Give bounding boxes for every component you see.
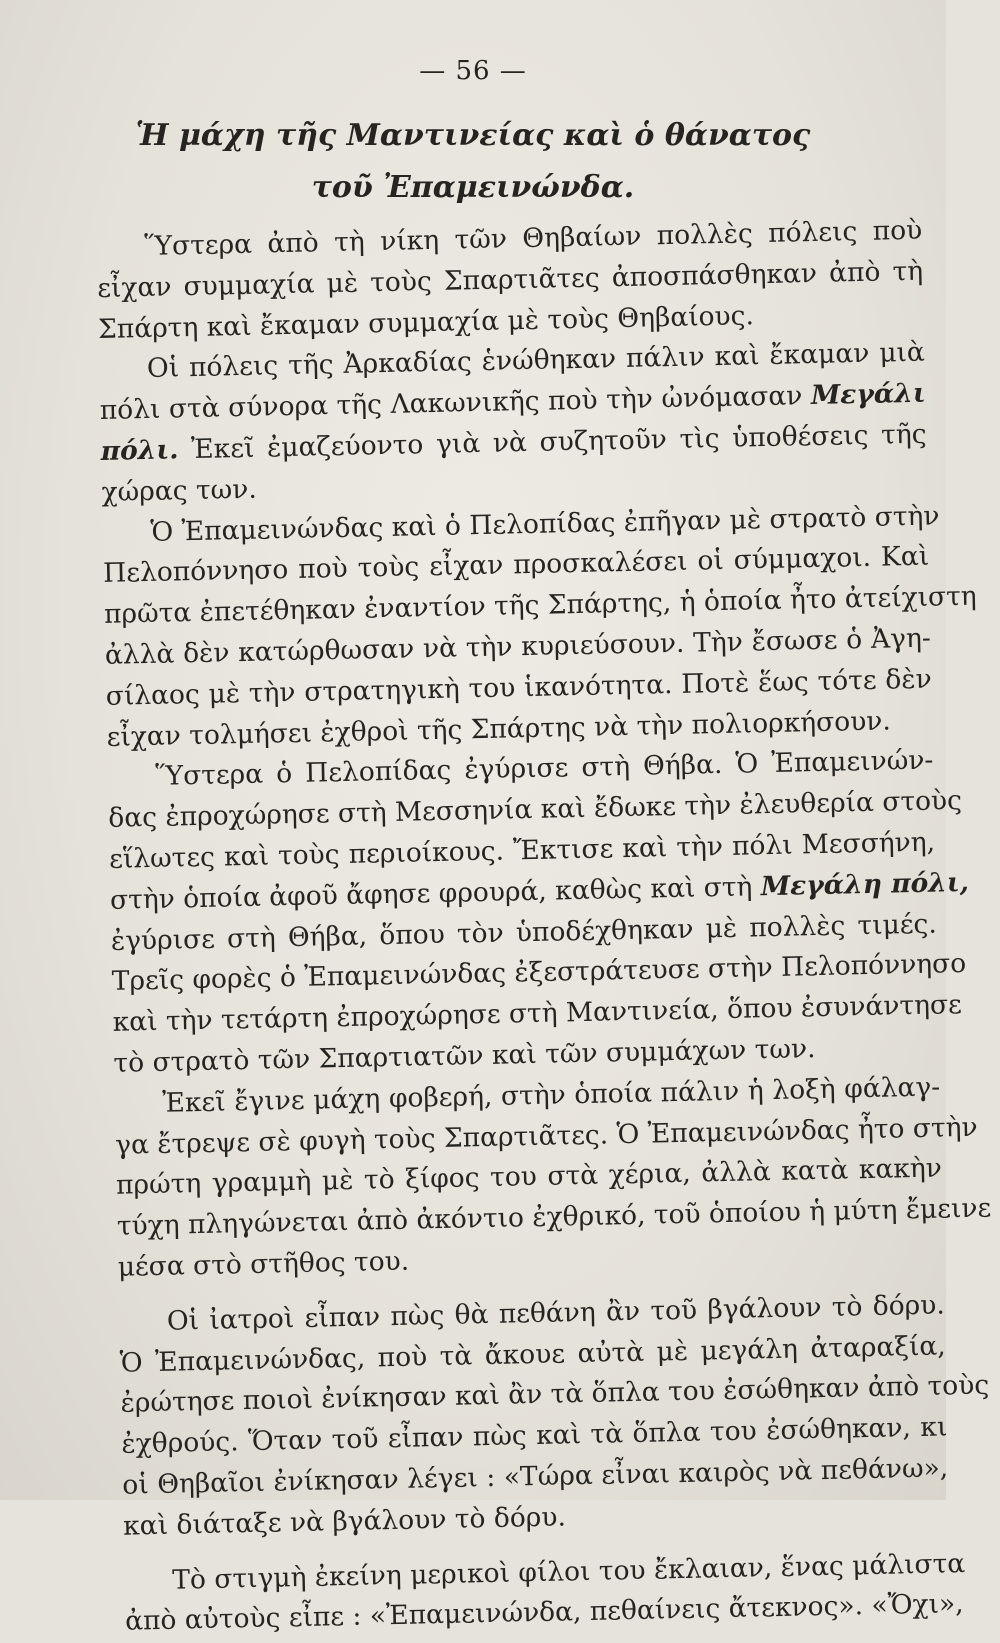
text-line: καὶ διάταξε νὰ βγάλουν τὸ δόρυ. xyxy=(122,1501,567,1542)
text-line: πρῶτα ἐπετέθηκαν ἐναντίον τῆς Σπάρτης, ἡ ὁποία ἦτο ἀτείχιστη xyxy=(103,580,977,631)
emphasized-text: Μεγάλη πόλι, xyxy=(760,866,970,902)
text-line: τὸ στρατὸ τῶν Σπαρτιατῶν καὶ τῶν συμμάχων των. xyxy=(113,1033,816,1079)
text-line: πρώτη γραμμὴ μὲ τὸ ξίφος του στὰ χέρια, ἀλλὰ κατὰ κακὴν xyxy=(115,1152,943,1202)
text-line: Ὕστερα ἀπὸ τὴ νίκη τῶν Θηβαίων πολλὲς πόλεις ποὺ xyxy=(144,214,923,262)
text-line: σίλαος μὲ τὴν στρατηγικὴ του ἱκανότητα. Ποτὲ ἕως τότε δὲν xyxy=(105,663,932,712)
body-text xyxy=(96,211,992,1643)
text-line: Τρεῖς φορὲς ὁ Ἐπαμεινώνδας ἐξεστράτευσε στὴν Πελοπόννησο xyxy=(111,948,967,998)
text-line: χώρας των. xyxy=(101,473,258,508)
text-line: Πελοπόννησο ποὺ τοὺς εἶχαν προσκαλέσει οἱ σύμμαχοι. Καὶ xyxy=(102,541,930,590)
text-line: Ἐκεῖ ἔγινε μάχη φοβερή, στὴν ὁποία πάλιν ἡ λοξὴ φάλαγ- xyxy=(162,1071,941,1119)
text-line: Ὕστερα ὁ Πελοπίδας ἐγύρισε στὴ Θήβα. Ὁ Ἐπαμεινών- xyxy=(155,744,934,793)
chapter-title-line-2: τοῦ Ἐπαμεινώνδα. xyxy=(311,170,635,205)
text-line: ἀπὸ αὐτοὺς εἶπε : «Ἐπαμεινώνδα, πεθαίνεις ἄτεκνος». «Ὄχι», xyxy=(124,1588,964,1637)
text-line: καὶ τὴν τετάρτη ἐπροχώρησε στὴ Μαντινεία, ὅπου ἐσυνάντησε xyxy=(112,989,963,1038)
text-line: γα ἔτρεψε σὲ φυγὴ τοὺς Σπαρτιᾶτες. Ὁ Ἐπαμεινώνδας ἦτο στὴν xyxy=(114,1111,978,1161)
text-line: εἵλωτες καὶ τοὺς περιοίκους. Ἔκτισε καὶ τὴν πόλι Μεσσήνη, xyxy=(108,826,936,875)
text-line: Ὁ Ἐπαμεινώνδας, ποὺ τὰ ἄκουε αὐτὰ μὲ μεγάλη ἀταραξία, xyxy=(119,1329,946,1379)
text-line: ἀλλὰ δὲν κατώρθωσαν νὰ τὴν κυριεύσουν. Τὴν ἔσωσε ὁ Ἀγη- xyxy=(104,622,932,671)
text-line: ἐχθρούς. Ὅταν τοῦ εἶπαν πὼς καὶ τὰ ὅπλα του ἐσώθηκαν, κι xyxy=(121,1411,948,1460)
text-line: τύχη πληγώνεται ἀπὸ ἀκόντιο ἐχθρικό, τοῦ ὁποίου ἡ μύτη ἔμεινε xyxy=(116,1192,992,1242)
chapter-title-line-1: Ἡ μάχη τῆς Μαντινείας καὶ ὁ θάνατος xyxy=(135,118,811,153)
text-line: ἐγύρισε στὴ Θήβα, ὅπου τὸν ὑποδέχθηκαν μὲ πολλὲς τιμές. xyxy=(110,908,938,957)
text-line: δας ἐπροχώρησε στὴ Μεσσηνία καὶ ἔδωκε τὴν ἐλευθερία στοὺς xyxy=(108,785,963,835)
emphasized-text: πόλι. xyxy=(100,434,179,467)
text-line: οἱ Θηβαῖοι ἐνίκησαν λέγει : «Τώρα εἶναι καιρὸς νὰ πεθάνω», xyxy=(122,1452,949,1501)
text-line: μέσα στὸ στῆθος του. xyxy=(117,1245,410,1283)
text-line: Ὁ Ἐπαμεινώνδας καὶ ὁ Πελοπίδας ἐπῆγαν μὲ στρατὸ στὴν xyxy=(150,499,940,548)
text-line: Σπάρτη καὶ ἔκαμαν συμμαχία μὲ τοὺς Θηβαίους. xyxy=(97,299,755,345)
text-span: πόλι στὰ σύνορα τῆς Λακωνικῆς ποὺ τὴν ὠνόμασαν xyxy=(99,380,803,427)
emphasized-text: Μεγάλι xyxy=(810,377,926,412)
text-span: στὴν ὁποία ἀφοῦ ἄφησε φρουρά, καθὼς καὶ στὴ xyxy=(109,871,753,916)
text-line: Οἱ πόλεις τῆς Ἀρκαδίας ἑνώθηκαν πάλιν καὶ ἔκαμαν μιὰ xyxy=(146,337,926,385)
text-line: εἶχαν συμμαχία μὲ τοὺς Σπαρτιᾶτες ἀποσπάσθηκαν ἀπὸ τὴ xyxy=(96,255,924,304)
text-line: εἶχαν τολμήσει ἐχθροὶ τῆς Σπάρτης νὰ τὴν πολιορκήσουν. xyxy=(106,705,892,753)
page-number: — 56 — xyxy=(419,56,527,86)
text-line: ἐρώτησε ποιοὶ ἐνίκησαν καὶ ἂν τὰ ὅπλα του ἐσώθηκαν ἀπὸ τοὺς xyxy=(120,1369,990,1420)
text-line: Οἱ ἰατροὶ εἶπαν πὼς θὰ πεθάνη ἂν τοῦ βγάλουν τὸ δόρυ. xyxy=(166,1289,946,1337)
text-line: Τὸ στιγμὴ ἐκείνη μερικοὶ φίλοι του ἔκλαιαν, ἕνας μάλιστα xyxy=(171,1547,966,1596)
text-span: Ἐκεῖ ἐμαζεύοντο γιὰ νὰ συζητοῦν τὶς ὑποθέσεις τῆς xyxy=(190,418,927,466)
